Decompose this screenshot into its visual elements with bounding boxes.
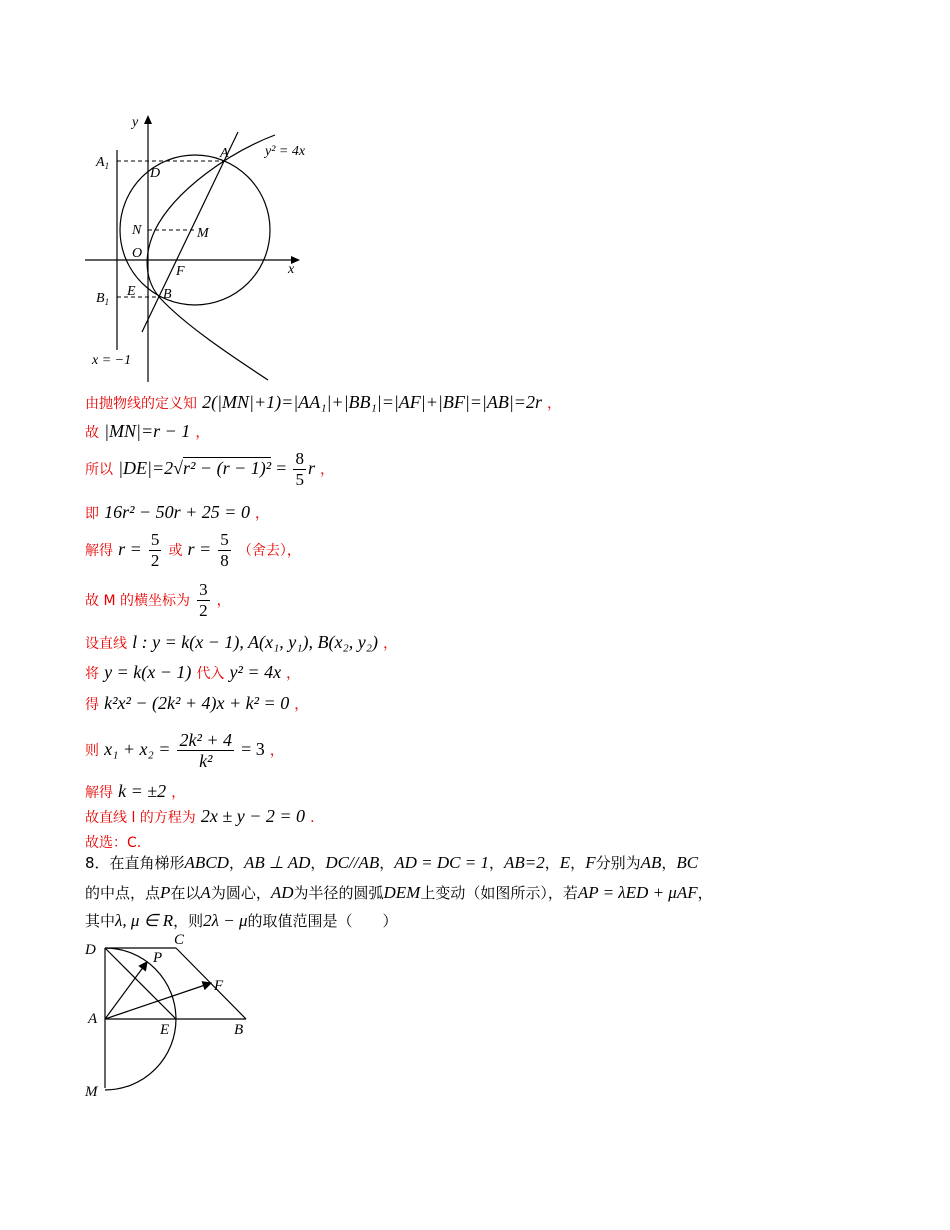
- question-8-line-1: 8．在直角梯形ABCD，AB ⊥ AD，DC//AB，AD = DC = 1，AB=2，E，F分别为AB，BC: [85, 853, 699, 872]
- solution-line-8: 将 y = k(x − 1) 代入 y² = 4x ，: [85, 662, 301, 682]
- parabola-circle-figure: [80, 110, 320, 390]
- fraction-8-5: $\frac{8}{5}$: [295, 449, 304, 489]
- solution-line-12: 故直线 l 的方程为 2x ± y − 2 = 0 .: [85, 806, 315, 826]
- label-b2: B: [234, 1022, 244, 1038]
- fraction-3-2: $\frac{3}{2}$: [199, 580, 208, 620]
- label-a1: $A_1$: [96, 155, 110, 171]
- parabola-curve: [147, 135, 275, 380]
- solution-line-7: 设直线 l : y = k(x − 1), A(x₁, y₁), B(x₂, y₂) ，: [85, 632, 398, 652]
- label-curve: y² = 4x: [265, 144, 306, 159]
- vector-ap: [105, 962, 147, 1019]
- solution-line-2: 故 |MN|=r − 1 ，: [85, 421, 210, 441]
- label-d2: D: [85, 942, 96, 958]
- label-f: F: [176, 264, 185, 279]
- label-a2: A: [88, 1011, 98, 1027]
- question-8-line-3: 其中λ, μ ∈ R，则2λ − μ的取值范围是（ ）: [85, 911, 398, 930]
- solution-line-4: 即 16r² − 50r + 25 = 0 ，: [85, 502, 270, 522]
- label-e: E: [127, 284, 136, 299]
- label-e2: E: [160, 1022, 170, 1038]
- vector-af: [105, 983, 211, 1019]
- solution-line-5: 解得 r = $\frac{5}{2}$ 或 r = $\frac{5}{8}$ （舍去），: [85, 530, 301, 570]
- fraction-sum: $\frac{\text{2k² + 4}}{\text{k²}}$: [179, 730, 233, 771]
- label-directrix: x = −1: [92, 353, 132, 368]
- label-b: B: [163, 287, 172, 302]
- chord-ab: [142, 132, 238, 332]
- label-c2: C: [174, 932, 185, 948]
- label-o: O: [132, 246, 143, 261]
- label-p2: P: [153, 950, 163, 966]
- solution-line-3: 所以 |DE|=2√r² − (r − 1)² = $\frac{8}{5}$ r ，: [85, 449, 335, 489]
- label-y: y: [132, 115, 139, 130]
- label-f2: F: [214, 978, 224, 994]
- solution-line-1: 由抛物线的定义知 2(|MN|+1)=|AA₁|+|BB₁|=|AF|+|BF|=|AB|=2r ，: [85, 392, 562, 412]
- label-d: D: [150, 166, 161, 181]
- fraction-5-2: $\frac{5}{2}$: [150, 530, 160, 570]
- question-8-line-2: 的中点，点P在以A为圆心，AD为半径的圆弧DEM上变动（如图所示），若AP = λED + μAF，: [85, 883, 713, 902]
- solution-line-10: 则 x₁ + x₂ = $\frac{\text{2k² + 4}}{\text{k²}}$ = 3 ，: [85, 730, 284, 771]
- fraction-5-8: $\frac{5}{8}$: [220, 530, 229, 570]
- solution-line-6: 故 M 的横坐标为 $\frac{3}{2}$ ，: [85, 580, 231, 620]
- label-b1: $B_1$: [96, 291, 110, 307]
- segment-de: [105, 948, 176, 1019]
- label-n: N: [132, 223, 142, 238]
- label-m: M: [197, 226, 209, 241]
- label-x: x: [288, 262, 295, 277]
- solution-line-9: 得 k²x² − (2k² + 4)x + k² = 0 ，: [85, 693, 309, 713]
- solution-line-11: 解得 k = ±2 ，: [85, 781, 186, 801]
- label-m2: M: [85, 1084, 98, 1100]
- trapezoid-figure: [80, 930, 270, 1105]
- y-axis-arrow: [144, 115, 152, 124]
- label-a: A: [220, 146, 229, 161]
- solution-line-13: 故选：C.: [85, 835, 142, 851]
